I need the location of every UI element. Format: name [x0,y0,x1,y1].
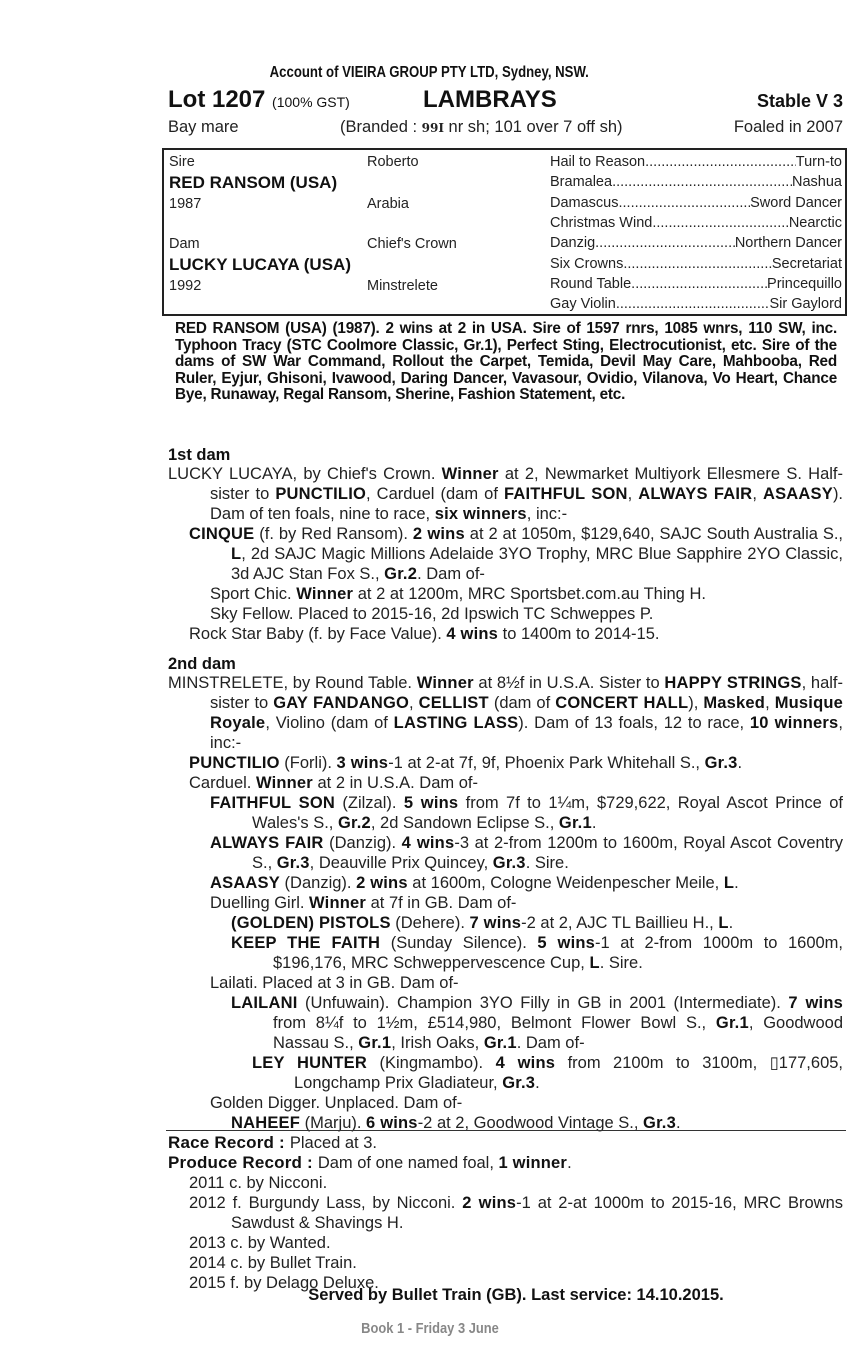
bold-text: 5 wins [537,934,596,952]
text: , [752,485,763,503]
text: 2011 c. by Nicconi. [189,1174,328,1192]
text: (Danzig). [279,874,357,892]
bold-text: FAITHFUL SON [503,485,628,503]
dam-sire: Chief's Crown [367,236,457,252]
bold-text: 5 wins [403,794,459,812]
text: (Sunday Silence). [380,934,538,952]
horse-name: LAMBRAYS [423,86,557,113]
text: . Dam of- [516,1034,585,1052]
gen3-sire: Gay Violin [550,296,616,313]
leader-dots [631,276,767,292]
text: 2015 f. by Delago Deluxe. [189,1274,379,1292]
text: , Irish Oaks, [391,1034,484,1052]
text: at 8½f in U.S.A. Sister to [473,674,665,692]
leader-dots [645,154,796,170]
bold-text: 7 wins [788,994,843,1012]
bold-text: (GOLDEN) PISTOLS [231,914,391,932]
pedigree-table [162,148,847,316]
text: LUCKY LUCAYA, by Chief's Crown. [168,465,442,483]
bold-text: Winner [441,465,499,483]
text: . [737,754,743,772]
bold-text: 3 wins [336,754,389,772]
text: -1 at 2-at 1000m to 2015-16, MRC Browns Sawdust & Shavings H. [231,1194,843,1232]
brand-prefix: (Branded : [340,118,422,136]
leader-dots [652,215,788,231]
text: (Unfuwain). Champion 3YO Filly in GB in 2001 (Intermediate). [297,994,789,1012]
text: at 7f in GB. Dam of- [366,894,517,912]
text: Carduel. [189,774,256,792]
bold-text: ALWAYS FAIR [210,834,324,852]
text: 2014 c. by Bullet Train. [189,1254,357,1272]
gen3-sire: Danzig [550,235,596,252]
pedigree-entry [168,933,843,973]
text: ). Dam of 13 foals, 12 to race, [518,714,750,732]
bold-text: PUNCTILIO [275,485,367,503]
bold-text: 6 wins [366,1114,418,1132]
bold-text: Gr.2 [337,814,371,832]
pedigree-entry [168,993,843,1053]
first-dam-heading: 1st dam [168,446,231,464]
bold-text: LASTING LASS [393,714,519,732]
leader-dots [619,195,751,211]
service-note: Served by Bullet Train (GB). Last service: 14.10.2015. [308,1286,724,1304]
bold-text: ALWAYS FAIR [638,485,753,503]
bold-text: Winner [296,585,354,603]
gen3-grandsire: Northern Dancer [734,235,842,252]
foaled-year: Foaled in 2007 [733,118,843,136]
pedigree-gen3-row [550,276,842,292]
brand-suffix: nr sh; 101 over 7 off sh) [443,118,623,136]
second-dam-block [168,673,843,1133]
text: 2012 f. Burgundy Lass, by Nicconi. [189,1194,463,1212]
text: Dam of one named foal, [317,1154,499,1172]
leader-dots [623,256,772,272]
gen3-grandsire: Sword Dancer [750,194,842,211]
text: . Dam of- [417,565,485,583]
horse-sex: Bay mare [168,118,239,136]
vendor-account: Account of VIEIRA GROUP PTY LTD, Sydney, NSW. [269,64,589,81]
text: from 8¼f to 1½m, £514,980, Belmont Flower Bowl S., [273,1014,716,1032]
pedigree-entry [168,673,843,753]
pedigree-gen3-row [550,195,842,211]
pedigree-gen3-row [550,174,842,190]
gen3-sire: Six Crowns [550,255,624,272]
bold-text: CELLIST [418,694,489,712]
bold-text: Gr.3 [276,854,310,872]
text: Placed at 3. [289,1134,377,1152]
dam-name: LUCKY LUCAYA (USA) [169,255,351,274]
text: (dam of [488,694,556,712]
text: Golden Digger. Unplaced. Dam of- [210,1094,463,1112]
bold-text: Gr.3 [704,754,738,772]
bold-text: LAILANI [231,994,298,1012]
text: -3 at 2-from 1200m to 1600m, Royal Ascot Coventry S., [252,834,843,872]
text: , [409,694,419,712]
records-block [168,1133,843,1293]
text: . [734,874,739,892]
text: , Goodwood Nassau S., [273,1014,843,1052]
text: , half-sister to [210,674,843,712]
text: . [728,914,734,932]
pedigree-entry [168,793,843,833]
text: (Danzig). [323,834,402,852]
pedigree-entry [168,624,843,644]
bold-text: NAHEEF [231,1114,301,1132]
pedigree-entry [168,873,843,893]
bold-text: 7 wins [469,914,522,932]
sire-label: Sire [169,154,195,170]
pedigree-entry [168,913,843,933]
pedigree-entry [168,604,843,624]
bold-text: 1 winner [498,1154,568,1172]
bold-text: Produce Record : [168,1153,318,1172]
text: , Violino (dam of [265,714,394,732]
bold-text: PUNCTILIO [189,754,280,772]
bold-text: L [589,954,600,972]
page-footer: Book 1 - Friday 3 June [361,1320,499,1337]
first-dam-block [168,464,843,644]
bold-text: CONCERT HALL [555,694,689,712]
text: . [535,1074,540,1092]
lot-label: Lot 1207 [168,86,266,113]
bold-text: six winners [434,505,527,523]
bold-text: 4 wins [446,625,499,643]
leader-dots [595,235,735,251]
pedigree-gen3-row [550,215,842,231]
brand-mark: 99I [421,121,444,135]
text: , 2d SAJC Magic Millions Adelaide 3YO Trophy, MRC Blue Sapphire 2YO Classic, 3d AJC Stan Fox S., [231,545,843,583]
text: . Sire. [599,954,643,972]
gst-note: (100% GST) [272,94,350,110]
bold-text: Winner [309,894,367,912]
text: (Marju). [300,1114,367,1132]
gen3-sire: Round Table [550,275,632,292]
text: Sky Fellow. Placed to 2015-16, 2d Ipswich TC Schweppes P. [210,605,654,623]
text: Rock Star Baby (f. by Face Value). [189,625,447,643]
bold-text: Gr.3 [502,1074,536,1092]
text: ), [688,694,704,712]
gen3-sire: Bramalea [550,174,613,191]
text: , inc:- [526,505,568,523]
text: , Deauville Prix Quincey, [309,854,493,872]
text: at 2, Newmarket Multiyork Ellesmere S. Half-sister to [210,465,843,503]
text: Lailati. Placed at 3 in GB. Dam of- [210,974,459,992]
bold-text: LEY HUNTER [252,1054,368,1072]
sire-summary: RED RANSOM (USA) (1987). 2 wins at 2 in USA. Sire of 1597 rnrs, 1085 wnrs, 110 SW, inc. Typhoon Tracy (STC Coolmore Classic, Gr.1), Perfect Sting, Electrocutionist, etc. Sire of the dams of SW War Command, Rollout the Carpet, Temida, Devil May Care, Mahbooba, Red Ruler, Eyjur, Ghisoni, Ivawood, Daring Dancer, Vavasour, Ovidio, Vilanova, Vo Heart, Chance Bye, Runaway, Regal Ransom, Sherine, Fashion Statement, etc. [175,320,837,404]
bold-text: Gr.1 [715,1014,749,1032]
gen3-grandsire: Sir Gaylord [769,296,842,313]
bold-text: FAITHFUL SON [210,794,335,812]
bold-text: 4 wins [401,834,455,852]
leader-dots [612,174,792,190]
bold-text: CINQUE [189,525,255,543]
bold-text: KEEP THE FAITH [231,934,381,952]
text: -1 at 2-at 7f, 9f, Phoenix Park Whitehall S., [388,754,705,772]
bold-text: L [718,914,729,932]
text: . Sire. [525,854,569,872]
gen3-grandsire: Turn-to [795,154,842,170]
pedigree-entry [168,1173,843,1193]
pedigree-entry [168,973,843,993]
sire-dam: Arabia [367,196,409,212]
pedigree-entry [168,584,843,604]
bold-text: Winner [255,774,313,792]
sire-name: RED RANSOM (USA) [169,173,338,192]
gen3-sire: Christmas Wind [550,214,653,231]
gen3-grandsire: Secretariat [771,255,842,272]
bold-text: HAPPY STRINGS [664,674,802,692]
dam-label: Dam [169,236,200,252]
bold-text: Gr.2 [384,565,418,583]
text: (Kingmambo). [367,1054,496,1072]
text: -2 at 2, AJC TL Baillieu H., [521,914,719,932]
sire-year: 1987 [169,196,202,212]
bold-text: Masked [703,694,766,712]
text: (Forli). [279,754,337,772]
text: , inc:- [210,714,844,752]
bold-text: Gr.3 [643,1114,676,1132]
text: (Zilzal). [334,794,404,812]
bold-text: ASAASY [210,874,280,892]
lot-line [168,86,843,114]
text: , 2d Sandown Eclipse S., [370,814,559,832]
text: at 2 at 1200m, MRC Sportsbet.com.au Thing H. [353,585,706,603]
divider [166,1130,846,1131]
gen3-grandsire: Nashua [792,174,842,191]
text: Sport Chic. [210,585,297,603]
pedigree-entry [168,1193,843,1233]
bold-text: 4 wins [495,1054,556,1072]
dam-dam: Minstrelete [367,278,438,294]
bold-text: Gr.1 [358,1034,392,1052]
text: at 1600m, Cologne Weidenpescher Meile, [407,874,724,892]
bold-text: 2 wins [356,874,408,892]
text: MINSTRELETE, by Round Table. [168,674,417,692]
pedigree-entry [168,524,843,584]
text: from 7f to 1¼m, $729,622, Royal Ascot Prince of Wales's S., [252,794,843,832]
text: at 2 at 1050m, $129,640, SAJC South Australia S., [464,525,844,543]
text: -2 at 2, Goodwood Vintage S., [417,1114,644,1132]
bold-text: Musique Royale [210,694,844,732]
sire-sire: Roberto [367,154,419,170]
pedigree-entry [168,1133,843,1153]
lot-number [168,86,350,114]
gen3-grandsire: Princequillo [767,275,842,292]
pedigree-entry [168,1093,843,1113]
gen3-sire: Damascus [550,194,619,211]
text: . [675,1114,681,1132]
bold-text: ASAASY [762,485,833,503]
pedigree-entry [168,1253,843,1273]
pedigree-entry [168,773,843,793]
pedigree-gen3-row [550,154,842,170]
text: -1 at 2-from 1000m to 1600m, $196,176, MRC Schweppervescence Cup, [273,934,844,972]
pedigree-gen3-row [550,235,842,251]
bold-text: 2 wins [462,1194,517,1212]
text: Duelling Girl. [210,894,310,912]
gen3-sire: Hail to Reason [550,154,646,170]
second-dam-heading: 2nd dam [168,655,236,673]
text: 2013 c. by Wanted. [189,1234,331,1252]
text: from 2100m to 3100m, ▯177,605, Longchamp Prix Gladiateur, [294,1054,844,1092]
text: (f. by Red Ransom). [254,525,413,543]
text: . [567,1154,572,1172]
pedigree-entry [168,893,843,913]
bold-text: L [723,874,735,892]
pedigree-entry [168,1233,843,1253]
pedigree-entry [168,1053,843,1093]
pedigree-entry [168,833,843,873]
pedigree-entry [168,753,843,773]
bold-text: 2 wins [412,525,465,543]
text: , [627,485,639,503]
text: . [591,814,597,832]
text: (Dehere). [390,914,470,932]
pedigree-entry [168,464,843,524]
leader-dots [616,296,770,312]
gen3-grandsire: Nearctic [788,214,842,231]
brand-info [340,118,623,137]
bold-text: 10 winners [749,714,839,732]
dam-year: 1992 [169,278,202,294]
bold-text: Gr.1 [483,1034,517,1052]
bold-text: Gr.1 [558,814,592,832]
stable-location: Stable V 3 [756,91,843,111]
pedigree-entry [168,1153,843,1173]
pedigree-gen3-row [550,296,842,312]
bold-text: GAY FANDANGO [273,694,410,712]
bold-text: Gr.3 [492,854,526,872]
bold-text: Winner [416,674,474,692]
text: at 2 in U.S.A. Dam of- [312,774,478,792]
text: , Carduel (dam of [366,485,504,503]
bold-text: Race Record : [168,1133,290,1152]
text: ). Dam of ten foals, nine to race, [210,485,844,523]
bold-text: L [231,545,242,563]
text: to 1400m to 2014-15. [498,625,660,643]
text: , [765,694,775,712]
pedigree-gen3-row [550,256,842,272]
